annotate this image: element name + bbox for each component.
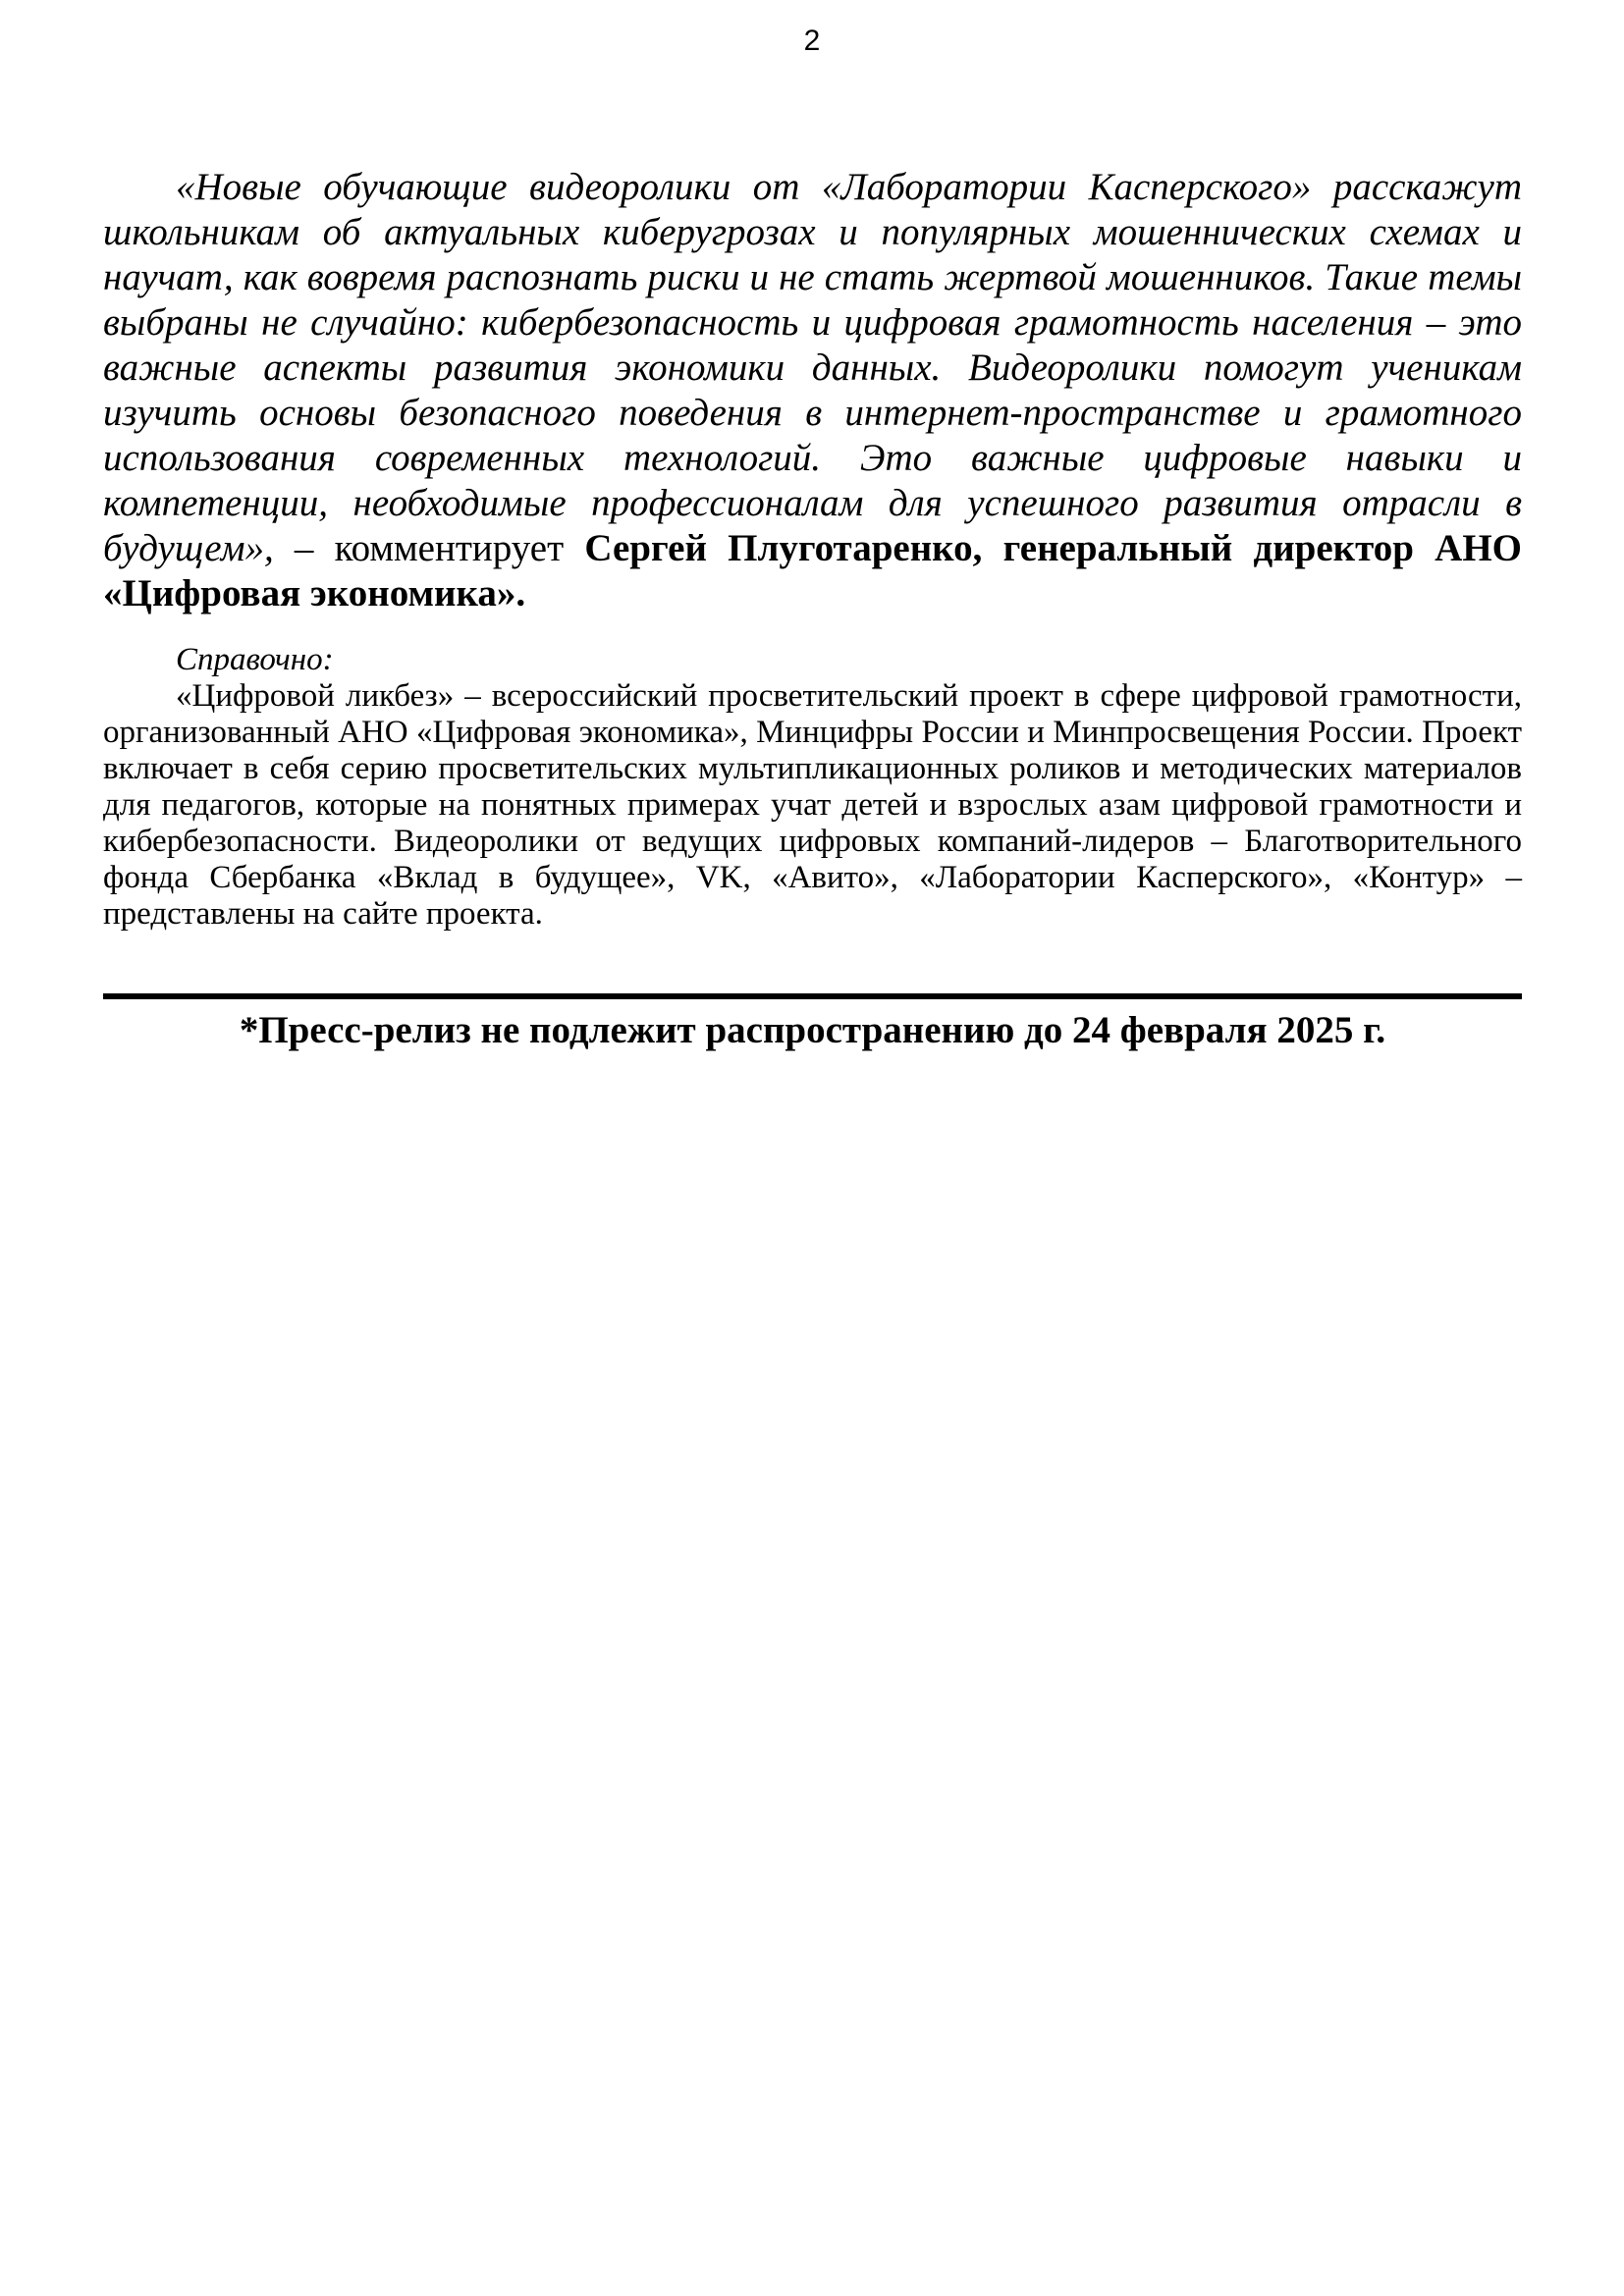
page-number: 2 (803, 25, 821, 57)
quote-text: «Новые обучающие видеоролики от «Лаборатории Касперского» расскажут школьникам об актуальных киберугрозах и популярных мошеннических схемах и научат, как вовремя распознать риски и не стать жертвой мошенников. Такие темы выбраны не случайно: кибербезопасность и цифровая грамотность населения – это важные аспекты развития экономики данных. Видеоролики помогут ученикам изучить основы безопасного поведения в интернет-пространстве и грамотного использования современных технологий. Это важные цифровые навыки и компетенции, необходимые профессионалам для успешного развития отрасли в будущем», (103, 166, 1522, 569)
embargo-divider (103, 993, 1522, 1053)
page-content (103, 0, 1522, 1053)
quote-paragraph (103, 165, 1522, 616)
quote-attribution-lead: – комментирует (273, 527, 585, 569)
reference-heading: Справочно: (176, 642, 334, 677)
embargo-notice: *Пресс-релиз не подлежит распространению до 24 февраля 2025 г. (239, 1009, 1386, 1051)
quote-attribution-name: Сергей Плуготаренко, генеральный директор АНО «Цифровая экономика». (103, 527, 1523, 614)
reference-body: «Цифровой ликбез» – всероссийский просветительский проект в сфере цифровой грамотности, организованный АНО «Цифровая экономика», Минцифры России и Минпросвещения России. Проект включает в себя серию просветительских мультипликационных роликов и методических материалов для педагогов, которые на понятных примерах учат детей и взрослых азам цифровой грамотности и кибербезопасности. Видеоролики от ведущих цифровых компаний-лидеров – Благотворительного фонда Сбербанка «Вклад в будущее», VK, «Авито», «Лаборатории Касперского», «Контур» – представлены на сайте проекта. (103, 678, 1522, 932)
